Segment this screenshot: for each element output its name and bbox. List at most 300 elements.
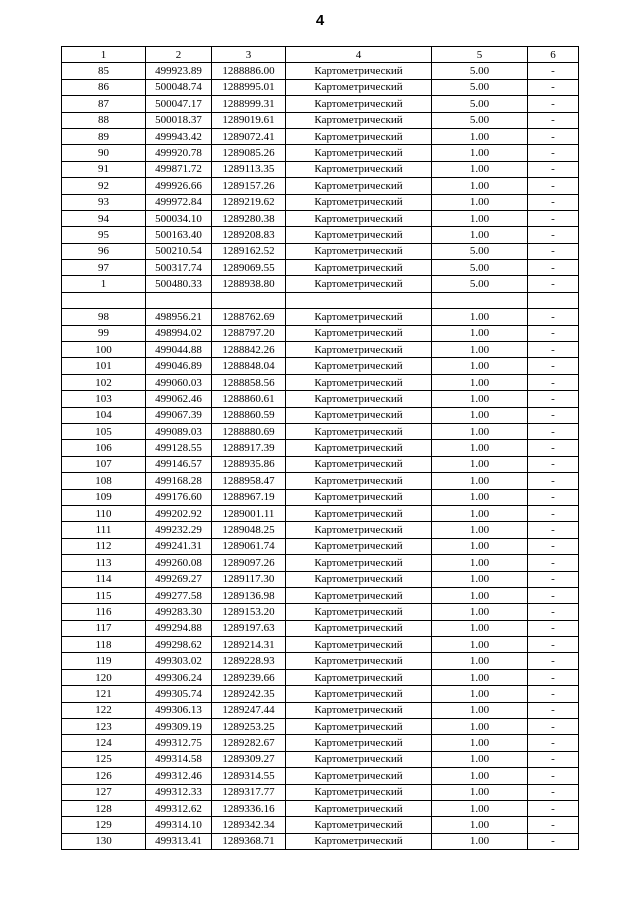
x-coordinate-cell: 499306.13 — [146, 702, 212, 718]
table-row — [62, 358, 579, 374]
note-cell: - — [528, 784, 579, 800]
note-cell: - — [528, 423, 579, 439]
note-cell: - — [528, 391, 579, 407]
point-number-cell: 118 — [62, 637, 146, 653]
x-coordinate-cell: 499269.27 — [146, 571, 212, 587]
note-cell: - — [528, 178, 579, 194]
header-cell: 5 — [432, 47, 528, 63]
table-row — [62, 96, 579, 112]
table-row — [62, 112, 579, 128]
table-row — [62, 555, 579, 571]
point-number-cell: 103 — [62, 391, 146, 407]
point-number-cell: 91 — [62, 161, 146, 177]
x-coordinate-cell: 500018.37 — [146, 112, 212, 128]
point-number-cell: 124 — [62, 735, 146, 751]
table-row — [62, 735, 579, 751]
point-number-cell: 129 — [62, 817, 146, 833]
point-number-cell: 93 — [62, 194, 146, 210]
x-coordinate-cell: 499089.03 — [146, 423, 212, 439]
header-cell: 3 — [212, 47, 286, 63]
point-number-cell: 126 — [62, 768, 146, 784]
table-row — [62, 260, 579, 276]
method-cell: Картометрический — [286, 128, 432, 144]
y-coordinate-cell — [212, 292, 286, 308]
note-cell: - — [528, 735, 579, 751]
method-cell: Картометрический — [286, 391, 432, 407]
x-coordinate-cell: 499044.88 — [146, 342, 212, 358]
accuracy-cell — [432, 292, 528, 308]
accuracy-cell: 1.00 — [432, 407, 528, 423]
method-cell: Картометрический — [286, 407, 432, 423]
accuracy-cell: 5.00 — [432, 63, 528, 79]
y-coordinate-cell: 1289282.67 — [212, 735, 286, 751]
table-row — [62, 391, 579, 407]
x-coordinate-cell: 500163.40 — [146, 227, 212, 243]
point-number-cell: 117 — [62, 620, 146, 636]
method-cell: Картометрический — [286, 358, 432, 374]
x-coordinate-cell: 499283.30 — [146, 604, 212, 620]
note-cell — [528, 292, 579, 308]
method-cell: Картометрический — [286, 227, 432, 243]
point-number-cell: 119 — [62, 653, 146, 669]
point-number-cell: 92 — [62, 178, 146, 194]
accuracy-cell: 1.00 — [432, 391, 528, 407]
y-coordinate-cell: 1289253.25 — [212, 719, 286, 735]
note-cell: - — [528, 538, 579, 554]
y-coordinate-cell: 1289280.38 — [212, 210, 286, 226]
method-cell: Картометрический — [286, 342, 432, 358]
accuracy-cell: 1.00 — [432, 571, 528, 587]
method-cell: Картометрический — [286, 276, 432, 292]
note-cell: - — [528, 669, 579, 685]
x-coordinate-cell: 499277.58 — [146, 587, 212, 603]
accuracy-cell: 5.00 — [432, 79, 528, 95]
method-cell: Картометрический — [286, 260, 432, 276]
header-cell: 4 — [286, 47, 432, 63]
y-coordinate-cell: 1288762.69 — [212, 309, 286, 325]
y-coordinate-cell: 1289208.83 — [212, 227, 286, 243]
table-row — [62, 407, 579, 423]
note-cell: - — [528, 309, 579, 325]
method-cell: Картометрический — [286, 96, 432, 112]
y-coordinate-cell: 1289048.25 — [212, 522, 286, 538]
note-cell: - — [528, 128, 579, 144]
table-row — [62, 473, 579, 489]
x-coordinate-cell: 499062.46 — [146, 391, 212, 407]
note-cell: - — [528, 489, 579, 505]
point-number-cell: 97 — [62, 260, 146, 276]
accuracy-cell: 1.00 — [432, 800, 528, 816]
method-cell: Картометрический — [286, 719, 432, 735]
note-cell: - — [528, 653, 579, 669]
table-body — [62, 63, 579, 850]
accuracy-cell: 1.00 — [432, 505, 528, 521]
point-number-cell: 127 — [62, 784, 146, 800]
table-row — [62, 637, 579, 653]
accuracy-cell: 1.00 — [432, 719, 528, 735]
point-number-cell: 128 — [62, 800, 146, 816]
point-number-cell: 99 — [62, 325, 146, 341]
x-coordinate-cell: 499067.39 — [146, 407, 212, 423]
method-cell: Картометрический — [286, 489, 432, 505]
table-row — [62, 325, 579, 341]
accuracy-cell: 1.00 — [432, 817, 528, 833]
point-number-cell: 95 — [62, 227, 146, 243]
y-coordinate-cell: 1289336.16 — [212, 800, 286, 816]
note-cell: - — [528, 260, 579, 276]
method-cell: Картометрический — [286, 653, 432, 669]
y-coordinate-cell: 1288860.59 — [212, 407, 286, 423]
method-cell: Картометрический — [286, 637, 432, 653]
y-coordinate-cell: 1288967.19 — [212, 489, 286, 505]
y-coordinate-cell: 1289085.26 — [212, 145, 286, 161]
x-coordinate-cell: 499314.58 — [146, 751, 212, 767]
x-coordinate-cell: 500034.10 — [146, 210, 212, 226]
method-cell: Картометрический — [286, 440, 432, 456]
accuracy-cell: 1.00 — [432, 653, 528, 669]
table-row — [62, 538, 579, 554]
note-cell: - — [528, 227, 579, 243]
note-cell: - — [528, 456, 579, 472]
coordinates-table — [61, 46, 579, 850]
table-row — [62, 653, 579, 669]
y-coordinate-cell: 1288797.20 — [212, 325, 286, 341]
accuracy-cell: 1.00 — [432, 325, 528, 341]
x-coordinate-cell: 499202.92 — [146, 505, 212, 521]
method-cell — [286, 292, 432, 308]
point-number-cell: 88 — [62, 112, 146, 128]
y-coordinate-cell: 1289197.63 — [212, 620, 286, 636]
note-cell: - — [528, 768, 579, 784]
accuracy-cell: 1.00 — [432, 128, 528, 144]
accuracy-cell: 1.00 — [432, 178, 528, 194]
note-cell: - — [528, 686, 579, 702]
accuracy-cell: 1.00 — [432, 637, 528, 653]
x-coordinate-cell: 499298.62 — [146, 637, 212, 653]
accuracy-cell: 1.00 — [432, 735, 528, 751]
accuracy-cell: 5.00 — [432, 276, 528, 292]
accuracy-cell: 1.00 — [432, 194, 528, 210]
method-cell: Картометрический — [286, 194, 432, 210]
x-coordinate-cell: 499920.78 — [146, 145, 212, 161]
method-cell: Картометрический — [286, 571, 432, 587]
x-coordinate-cell: 499260.08 — [146, 555, 212, 571]
y-coordinate-cell: 1288886.00 — [212, 63, 286, 79]
table-row — [62, 440, 579, 456]
point-number-cell: 121 — [62, 686, 146, 702]
accuracy-cell: 1.00 — [432, 784, 528, 800]
y-coordinate-cell: 1289317.77 — [212, 784, 286, 800]
y-coordinate-cell: 1288917.39 — [212, 440, 286, 456]
y-coordinate-cell: 1289368.71 — [212, 833, 286, 849]
table-row — [62, 161, 579, 177]
point-number-cell: 107 — [62, 456, 146, 472]
note-cell: - — [528, 751, 579, 767]
note-cell: - — [528, 210, 579, 226]
point-number-cell: 101 — [62, 358, 146, 374]
method-cell: Картометрический — [286, 161, 432, 177]
table-row — [62, 276, 579, 292]
method-cell: Картометрический — [286, 210, 432, 226]
point-number-cell: 112 — [62, 538, 146, 554]
note-cell: - — [528, 604, 579, 620]
x-coordinate-cell: 499926.66 — [146, 178, 212, 194]
table-row — [62, 342, 579, 358]
table-row — [62, 669, 579, 685]
method-cell: Картометрический — [286, 309, 432, 325]
y-coordinate-cell: 1289153.20 — [212, 604, 286, 620]
accuracy-cell: 1.00 — [432, 161, 528, 177]
accuracy-cell: 1.00 — [432, 669, 528, 685]
x-coordinate-cell: 500480.33 — [146, 276, 212, 292]
table-row — [62, 456, 579, 472]
note-cell: - — [528, 243, 579, 259]
note-cell: - — [528, 342, 579, 358]
note-cell: - — [528, 555, 579, 571]
accuracy-cell: 1.00 — [432, 210, 528, 226]
note-cell: - — [528, 473, 579, 489]
method-cell: Картометрический — [286, 505, 432, 521]
point-number-cell: 130 — [62, 833, 146, 849]
x-coordinate-cell: 499128.55 — [146, 440, 212, 456]
table-row — [62, 604, 579, 620]
y-coordinate-cell: 1288880.69 — [212, 423, 286, 439]
y-coordinate-cell: 1288938.80 — [212, 276, 286, 292]
table-row — [62, 243, 579, 259]
note-cell: - — [528, 620, 579, 636]
table-row — [62, 227, 579, 243]
point-number-cell: 125 — [62, 751, 146, 767]
table-row — [62, 194, 579, 210]
y-coordinate-cell: 1289001.11 — [212, 505, 286, 521]
x-coordinate-cell: 500047.17 — [146, 96, 212, 112]
y-coordinate-cell: 1289247.44 — [212, 702, 286, 718]
accuracy-cell: 1.00 — [432, 227, 528, 243]
x-coordinate-cell: 499232.29 — [146, 522, 212, 538]
x-coordinate-cell: 500317.74 — [146, 260, 212, 276]
point-number-cell: 109 — [62, 489, 146, 505]
note-cell: - — [528, 719, 579, 735]
method-cell: Картометрический — [286, 63, 432, 79]
header-cell: 6 — [528, 47, 579, 63]
table-row — [62, 817, 579, 833]
y-coordinate-cell: 1289019.61 — [212, 112, 286, 128]
header-cell: 1 — [62, 47, 146, 63]
x-coordinate-cell: 499871.72 — [146, 161, 212, 177]
y-coordinate-cell: 1288935.86 — [212, 456, 286, 472]
x-coordinate-cell: 499060.03 — [146, 374, 212, 390]
point-number-cell: 120 — [62, 669, 146, 685]
note-cell: - — [528, 194, 579, 210]
x-coordinate-cell: 499168.28 — [146, 473, 212, 489]
point-number-cell: 104 — [62, 407, 146, 423]
x-coordinate-cell: 499046.89 — [146, 358, 212, 374]
method-cell: Картометрический — [286, 456, 432, 472]
x-coordinate-cell: 499305.74 — [146, 686, 212, 702]
table-row — [62, 571, 579, 587]
y-coordinate-cell: 1289242.35 — [212, 686, 286, 702]
table-row — [62, 210, 579, 226]
y-coordinate-cell: 1288995.01 — [212, 79, 286, 95]
table-row — [62, 292, 579, 308]
accuracy-cell: 1.00 — [432, 538, 528, 554]
method-cell: Картометрический — [286, 669, 432, 685]
y-coordinate-cell: 1289239.66 — [212, 669, 286, 685]
x-coordinate-cell: 499146.57 — [146, 456, 212, 472]
accuracy-cell: 1.00 — [432, 456, 528, 472]
table-row — [62, 423, 579, 439]
note-cell: - — [528, 112, 579, 128]
method-cell: Картометрический — [286, 800, 432, 816]
accuracy-cell: 1.00 — [432, 702, 528, 718]
x-coordinate-cell: 499176.60 — [146, 489, 212, 505]
method-cell: Картометрический — [286, 735, 432, 751]
accuracy-cell: 5.00 — [432, 260, 528, 276]
method-cell: Картометрический — [286, 604, 432, 620]
x-coordinate-cell: 498994.02 — [146, 325, 212, 341]
method-cell: Картометрический — [286, 587, 432, 603]
y-coordinate-cell: 1289097.26 — [212, 555, 286, 571]
point-number-cell: 87 — [62, 96, 146, 112]
method-cell: Картометрический — [286, 473, 432, 489]
table-row — [62, 833, 579, 849]
method-cell: Картометрический — [286, 555, 432, 571]
accuracy-cell: 1.00 — [432, 522, 528, 538]
point-number-cell: 1 — [62, 276, 146, 292]
accuracy-cell: 1.00 — [432, 751, 528, 767]
accuracy-cell: 1.00 — [432, 423, 528, 439]
note-cell: - — [528, 358, 579, 374]
accuracy-cell: 1.00 — [432, 309, 528, 325]
note-cell: - — [528, 374, 579, 390]
table-row — [62, 702, 579, 718]
table-row — [62, 784, 579, 800]
table-row — [62, 620, 579, 636]
point-number-cell: 108 — [62, 473, 146, 489]
y-coordinate-cell: 1288860.61 — [212, 391, 286, 407]
point-number-cell: 114 — [62, 571, 146, 587]
y-coordinate-cell: 1289069.55 — [212, 260, 286, 276]
point-number-cell: 122 — [62, 702, 146, 718]
accuracy-cell: 1.00 — [432, 768, 528, 784]
y-coordinate-cell: 1289162.52 — [212, 243, 286, 259]
note-cell: - — [528, 637, 579, 653]
note-cell: - — [528, 571, 579, 587]
y-coordinate-cell: 1288842.26 — [212, 342, 286, 358]
accuracy-cell: 1.00 — [432, 833, 528, 849]
accuracy-cell: 5.00 — [432, 96, 528, 112]
accuracy-cell: 1.00 — [432, 374, 528, 390]
method-cell: Картометрический — [286, 522, 432, 538]
point-number-cell: 89 — [62, 128, 146, 144]
method-cell: Картометрический — [286, 768, 432, 784]
y-coordinate-cell: 1289117.30 — [212, 571, 286, 587]
x-coordinate-cell: 500210.54 — [146, 243, 212, 259]
table-row — [62, 145, 579, 161]
method-cell: Картометрический — [286, 145, 432, 161]
point-number-cell: 113 — [62, 555, 146, 571]
table-row — [62, 800, 579, 816]
note-cell: - — [528, 833, 579, 849]
x-coordinate-cell: 499294.88 — [146, 620, 212, 636]
table-row — [62, 522, 579, 538]
x-coordinate-cell: 499314.10 — [146, 817, 212, 833]
note-cell: - — [528, 161, 579, 177]
accuracy-cell: 1.00 — [432, 440, 528, 456]
note-cell: - — [528, 505, 579, 521]
method-cell: Картометрический — [286, 423, 432, 439]
accuracy-cell: 1.00 — [432, 587, 528, 603]
note-cell: - — [528, 522, 579, 538]
y-coordinate-cell: 1288958.47 — [212, 473, 286, 489]
point-number-cell: 100 — [62, 342, 146, 358]
method-cell: Картометрический — [286, 79, 432, 95]
point-number-cell: 102 — [62, 374, 146, 390]
x-coordinate-cell: 499313.41 — [146, 833, 212, 849]
x-coordinate-cell: 498956.21 — [146, 309, 212, 325]
method-cell: Картометрический — [286, 243, 432, 259]
y-coordinate-cell: 1289136.98 — [212, 587, 286, 603]
accuracy-cell: 1.00 — [432, 489, 528, 505]
y-coordinate-cell: 1289214.31 — [212, 637, 286, 653]
y-coordinate-cell: 1289309.27 — [212, 751, 286, 767]
x-coordinate-cell: 500048.74 — [146, 79, 212, 95]
y-coordinate-cell: 1289061.74 — [212, 538, 286, 554]
method-cell: Картометрический — [286, 178, 432, 194]
table-header-row — [62, 47, 579, 63]
method-cell: Картометрический — [286, 538, 432, 554]
x-coordinate-cell: 499923.89 — [146, 63, 212, 79]
y-coordinate-cell: 1288858.56 — [212, 374, 286, 390]
x-coordinate-cell — [146, 292, 212, 308]
point-number-cell: 94 — [62, 210, 146, 226]
table-row — [62, 128, 579, 144]
y-coordinate-cell: 1289219.62 — [212, 194, 286, 210]
x-coordinate-cell: 499312.46 — [146, 768, 212, 784]
y-coordinate-cell: 1288999.31 — [212, 96, 286, 112]
method-cell: Картометрический — [286, 325, 432, 341]
accuracy-cell: 1.00 — [432, 145, 528, 161]
note-cell: - — [528, 702, 579, 718]
method-cell: Картометрический — [286, 817, 432, 833]
x-coordinate-cell: 499972.84 — [146, 194, 212, 210]
x-coordinate-cell: 499309.19 — [146, 719, 212, 735]
y-coordinate-cell: 1289072.41 — [212, 128, 286, 144]
table-row — [62, 178, 579, 194]
table-row — [62, 587, 579, 603]
y-coordinate-cell: 1288848.04 — [212, 358, 286, 374]
header-cell: 2 — [146, 47, 212, 63]
method-cell: Картометрический — [286, 686, 432, 702]
x-coordinate-cell: 499312.62 — [146, 800, 212, 816]
x-coordinate-cell: 499241.31 — [146, 538, 212, 554]
x-coordinate-cell: 499306.24 — [146, 669, 212, 685]
y-coordinate-cell: 1289228.93 — [212, 653, 286, 669]
note-cell: - — [528, 587, 579, 603]
x-coordinate-cell: 499943.42 — [146, 128, 212, 144]
table-row — [62, 719, 579, 735]
table-row — [62, 768, 579, 784]
point-number-cell: 106 — [62, 440, 146, 456]
note-cell: - — [528, 817, 579, 833]
point-number-cell: 90 — [62, 145, 146, 161]
y-coordinate-cell: 1289113.35 — [212, 161, 286, 177]
accuracy-cell: 1.00 — [432, 604, 528, 620]
table-row — [62, 751, 579, 767]
method-cell: Картометрический — [286, 112, 432, 128]
method-cell: Картометрический — [286, 784, 432, 800]
x-coordinate-cell: 499312.75 — [146, 735, 212, 751]
